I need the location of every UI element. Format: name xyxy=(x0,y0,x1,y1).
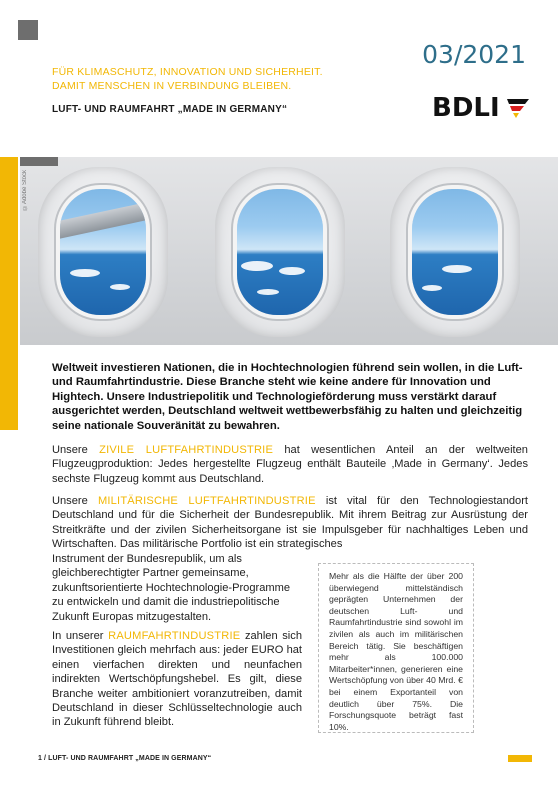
airplane-window-2 xyxy=(215,167,345,337)
hero-tab xyxy=(20,157,58,166)
accent-bar xyxy=(0,157,18,430)
paragraph-civil xyxy=(52,443,528,486)
text: hat wesentlichen Anteil an der weltweiten Flugzeugproduktion: Jedes hergestellte Flugzeug enthält Bauteile ‚Made in Germany‘. Jedes sechste Flugzeug kommt aus Deutschland. xyxy=(52,444,528,485)
tagline xyxy=(52,65,323,93)
info-box: Mehr als die Hälfte der über 200 überwiegend mittelständisch geprägten Unternehmen der deutschen Luft- und Raumfahrtindustrie sind sowohl im zivilen als auch im militärischen Bereich tätig. Sie beschäftigen mehr als 100.000 Mitarbeiter*innen, generieren eine Wertschöpfung von über 40 Mrd. € bei einem Exportanteil von deutlich über 75%. Die Forschungsquote beträgt fast 10%. xyxy=(318,563,474,733)
text: zahlen sich Investitionen gleich mehrfach aus: jeder EURO hat einen vierfachen direkten und neunfachen indirekten Wertschöpfungshebel. Es gilt, diese Branche weiter ambitioniert voranzutreiben, damit Deutschland in dieser Schlüsseltechnologie auch in Zukunft führend bleibt. xyxy=(52,630,302,729)
subtitle: LUFT- UND RAUMFAHRT „MADE IN GERMANY“ xyxy=(52,104,288,115)
footer-text: 1 / LUFT- UND RAUMFAHRT „MADE IN GERMANY“ xyxy=(38,755,212,762)
airplane-window-3 xyxy=(390,167,520,337)
logo-text: BDLI xyxy=(432,93,500,123)
paragraph-space xyxy=(52,629,302,730)
image-credit: ©Adobe Stock xyxy=(22,170,28,211)
lead-paragraph: Weltweit investieren Nationen, die in Hochtechnologien führend sein wollen, in die Luft- und Raumfahrtindustrie. Diese Branche steht wie keine andere für Innovation und Hightech. Unsere Industriepolitik und Technologieförderung muss verstärkt darauf ausgerichtet werden, Deutschland weltweit wettbewerbsfähig zu halten und gleichzeitig seine nationale Souveränität zu bewahren. xyxy=(52,362,523,432)
text: ist vital für den Technologiestandort Deutschland und für die Sicherheit der Bundesrepublik. Mit ihrem Beitrag zur Ausrüstung der Streitkräfte und der zivilen Sicherheitsorgane ist sie Impulsgeber für nachhaltiges Leben und Wirtschaften. Das militärische Portfolio ist ein strategisches xyxy=(52,495,528,551)
highlight-civil: ZIVILE LUFTFAHRTINDUSTRIE xyxy=(99,444,274,456)
text: Unsere xyxy=(52,444,100,456)
airplane-window-1 xyxy=(38,167,168,337)
flag-mark-icon xyxy=(503,96,531,120)
paragraph-military-cont: Instrument der Bundesrepublik, um als gleichberechtigter Partner gemeinsame, zukunftsorientierte Hochtechnologie-Programme zu entwickeln und damit die industriepolitische Zukunft Europas mitzugestalten. xyxy=(52,553,291,623)
bdli-logo xyxy=(432,93,531,123)
hero-image xyxy=(20,157,558,345)
corner-square xyxy=(18,20,38,40)
text: In unserer xyxy=(52,630,109,642)
tagline-line-1: FÜR KLIMASCHUTZ, INNOVATION UND SICHERHEIT. xyxy=(52,66,323,78)
paragraph-military xyxy=(52,494,528,552)
text: Unsere xyxy=(52,495,98,507)
highlight-military: MILITÄRISCHE LUFTFAHRTINDUSTRIE xyxy=(97,495,316,507)
footer-bar xyxy=(508,755,532,762)
tagline-line-2: DAMIT MENSCHEN IN VERBINDUNG BLEIBEN. xyxy=(52,80,292,92)
highlight-space: RAUMFAHRTINDUSTRIE xyxy=(108,630,241,642)
issue-number: 03/2021 xyxy=(422,40,526,69)
